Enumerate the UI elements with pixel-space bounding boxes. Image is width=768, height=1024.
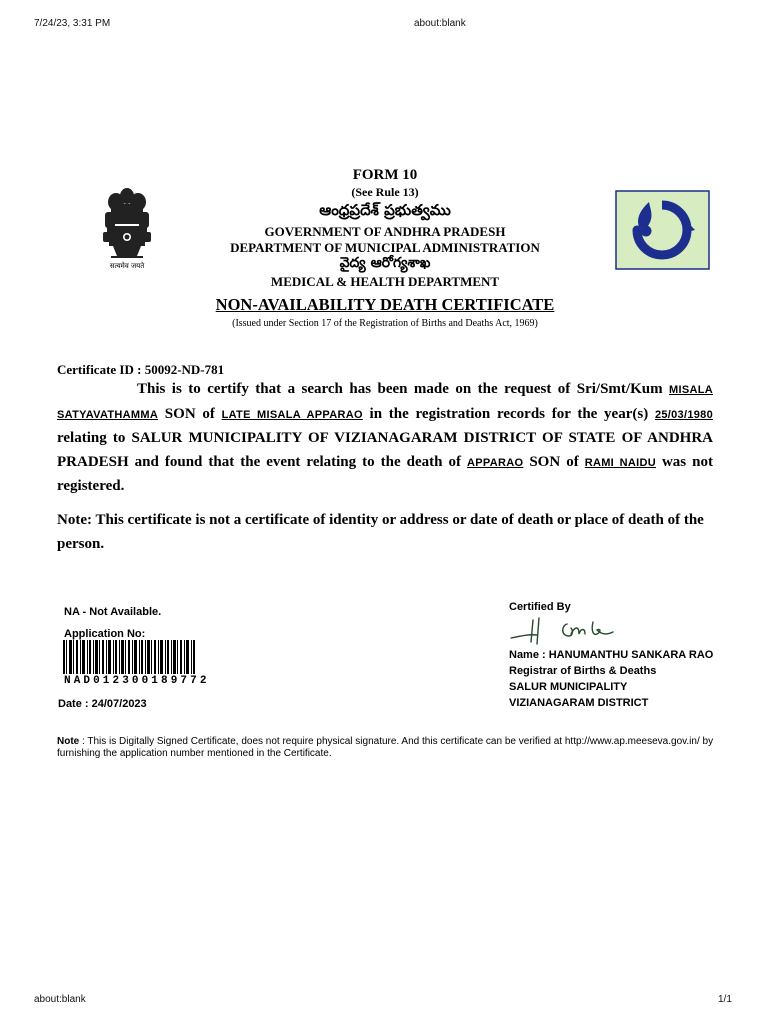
digital-signature-note (57, 736, 717, 759)
registrar-district: VIZIANAGARAM DISTRICT (509, 697, 649, 709)
print-page-number: 1/1 (718, 994, 732, 1005)
emblem-motto: सत्यमेव जयते (109, 262, 145, 270)
telugu-health-title: వైద్య ఆరోగ్యశాఖ (339, 255, 431, 271)
registrar-designation: Registrar of Births & Deaths (509, 665, 657, 677)
print-url: about:blank (414, 18, 466, 29)
ashoka-emblem-icon (97, 186, 157, 274)
application-label: Application No: (64, 628, 146, 640)
body-text-5: SON of (523, 453, 585, 470)
body-text-3: in the registration records for the year(s) (362, 405, 655, 422)
application-barcode (63, 640, 195, 674)
registrar-name: Name : HANUMANTHU SANKARA RAO (509, 649, 714, 661)
body-text-1: This is to certify that a search has been made on the request of Sri/Smt/Kum (137, 381, 663, 397)
record-date: 25/03/1980 (654, 408, 713, 421)
body-text-4: relating to SALUR MUNICIPALITY OF VIZIANAGARAM DISTRICT OF STATE OF ANDHRA PRADESH and found that the event relating to the death of (57, 430, 713, 470)
deceased-name: APPARAO (467, 456, 524, 469)
form-number: FORM 10 (352, 167, 418, 183)
health-logo-icon (615, 190, 710, 270)
signature-icon (509, 614, 619, 648)
certificate-id: Certificate ID : 50092-ND-781 (57, 362, 225, 377)
state-emblem (97, 186, 157, 274)
na-legend: NA - Not Available. (64, 606, 162, 618)
telugu-government-title: ఆంధ్రప్రదేశ్ ప్రభుత్వము (319, 201, 451, 219)
footnote-text: : This is Digitally Signed Certificate, does not require physical signature. And this certificate can be verified at http://www.ap.meeseva.gov.in/ by furnishing the application number mentioned in the Certificate. (57, 736, 714, 759)
applicant-name-second: SATYAVATHAMMA (57, 408, 159, 421)
certificate-body (57, 378, 713, 499)
department-logo (615, 190, 710, 270)
government-title: GOVERNMENT OF ANDHRA PRADESH (264, 224, 506, 239)
department-title: DEPARTMENT OF MUNICIPAL ADMINISTRATION (230, 240, 540, 255)
certified-by-label: Certified By (509, 601, 571, 613)
deceased-parent-name: RAMI NAIDU (584, 456, 656, 469)
health-department-title: MEDICAL & HEALTH DEPARTMENT (270, 274, 500, 289)
body-text-6: was not registered. (57, 453, 713, 494)
print-footer-url: about:blank (34, 994, 86, 1005)
parent-name: LATE MISALA APPARAO (221, 408, 363, 421)
body-text-2: SON of (158, 405, 222, 422)
rule-reference: (See Rule 13) (351, 185, 419, 199)
issue-date: Date : 24/07/2023 (58, 698, 147, 710)
registrar-signature (509, 614, 619, 648)
certificate-note: Note: This certificate is not a certificate of identity or address or date of death or place of death of the person. (57, 512, 704, 552)
footnote-label: Note (57, 736, 80, 747)
issued-under-act: (Issued under Section 17 of the Registration of Births and Deaths Act, 1969) (232, 318, 538, 329)
application-number: NAD012300189772 (64, 675, 210, 687)
applicant-name-first: MISALA (669, 384, 713, 396)
print-datetime: 7/24/23, 3:31 PM (34, 18, 111, 29)
certificate-title: NON-AVAILABILITY DEATH CERTIFICATE (215, 295, 555, 314)
barcode-icon (63, 640, 195, 674)
registrar-municipality: SALUR MUNICIPALITY (509, 681, 628, 693)
